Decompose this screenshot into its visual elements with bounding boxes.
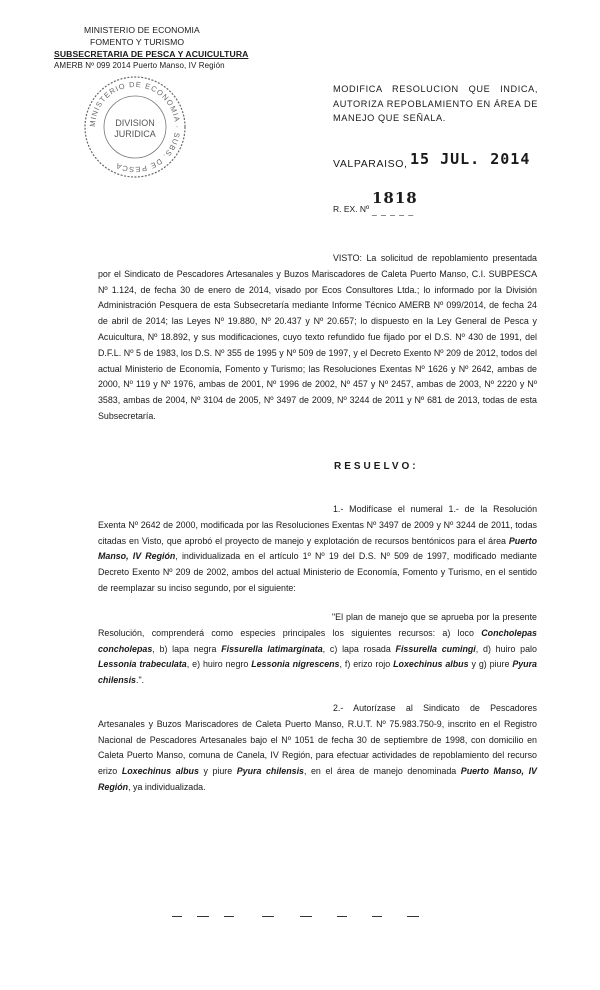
- footer-dash: [262, 916, 274, 917]
- resolution-item-2: [98, 701, 537, 796]
- footer-dash: [407, 916, 419, 917]
- footer-dash: [372, 916, 382, 917]
- letterhead: [54, 24, 304, 72]
- species-name: Pyura chilensis: [98, 659, 537, 686]
- species-name: Concholepas concholepas: [98, 627, 537, 654]
- species-name: Fissurella cumingi: [395, 643, 476, 654]
- stamp-ring-text: MINISTERIO DE ECONOMIA · SUBS. DE PESCA: [87, 79, 183, 175]
- resolution-item-1: [98, 502, 537, 597]
- amerb-reference: AMERB Nº 099 2014 Puerto Manso, IV Región: [54, 61, 225, 70]
- item-2-text: 2.- Autorízase al Sindicato de Pescadores Artesanales y Buzos Mariscadores de Caleta Puerto Manso, R.U.T. Nº 75.983.750-9, inscrito en el Registro Nacional de Pescadores Artesanales bajo el Nº 1051 de fecha 30 de septiembre de 1998, con domicilio en Caleta Puerto Manso, comuna de Canela, IV Región, para efectuar actividades de repoblamiento del recurso erizo: [98, 703, 537, 777]
- item-1-text-c: , individualizada en el artículo 1º Nº 19 del D.S. Nº 509 de 1997, modificado mediante Decreto Exento Nº 209 de 2002, ambos del actual Ministerio de Economía, Fomento y Turismo, en el sentido de reemplazar su inciso segundo, por el siguiente:: [98, 551, 537, 593]
- quote-text: , d) huiro palo: [475, 643, 537, 654]
- footer-dashes: [172, 916, 442, 918]
- quote-text: , f) erizo rojo: [339, 659, 394, 670]
- subsecretary-name: SUBSECRETARIA DE PESCA Y ACUICULTURA: [54, 49, 249, 59]
- footer-dash: [224, 916, 234, 917]
- date-stamp: 15 JUL. 2014: [410, 150, 531, 168]
- footer-dash: [172, 916, 182, 917]
- item-2-text: , ya individualizada.: [128, 781, 206, 792]
- quote-text: y g) piure: [468, 659, 513, 670]
- area-name: Puerto Manso, IV Región: [98, 766, 537, 792]
- city-label: VALPARAISO,: [333, 158, 408, 170]
- quote-text: .".: [135, 675, 145, 686]
- division-juridica-stamp: [80, 72, 190, 182]
- species-name: Fissurella latimarginata: [221, 643, 323, 654]
- quote-text: "El plan de manejo que se aprueba por la presente Resolución, comprenderá como especies principales los siguientes recursos: a) loco: [98, 612, 537, 638]
- resolution-subject: MODIFICA RESOLUCION QUE INDICA, AUTORIZA REPOBLAMIENTO EN ÁREA DE MANEJO QUE SEÑALA.: [333, 84, 538, 123]
- stamp-center-line2: JURIDICA: [114, 129, 156, 139]
- visto-paragraph: VISTO: La solicitud de repoblamiento presentada por el Sindicato de Pescadores Artesanales y Buzos Mariscadores de Caleta Puerto Manso, C.I. SUBPESCA Nº 1.124, de fecha 30 de enero de 2014, visado por Ecos Consultores Ltda.; lo informado por la División Administración Pesquera de esta Subsecretaría mediante Informe Técnico AMERB Nº 099/2014, de fecha 24 de abril de 2014; las Leyes Nº 19.880, Nº 20.437 y Nº 20.657; lo dispuesto en la Ley General de Pesca y Acuicultura, Nº 18.892, y sus modificaciones, cuyo texto refundido fue fijado por el D.S. Nº 430 de 1991, del D.F.L. Nº 5 de 1983, los D.S. Nº 355 de 1995 y Nº 509 de 1997, y el Decreto Exento Nº 209 de 2012, todos del actual Ministerio de Economía, Fomento y Turismo; las Resoluciones Exentas Nº 1626 y Nº 2642, ambas de 2000, Nº 119 y Nº 1976, ambas de 2001, Nº 1996 de 2002, Nº 457 y Nº 2457, ambas de 2003, Nº 2220 y Nº 3583, ambas de 2004, Nº 3104 de 2005, Nº 3497 de 2009, Nº 3244 de 2011 y Nº 681 de 2013, todas de esta Subsecretaría.: [98, 253, 537, 421]
- resuelvo-heading: RESUELVO:: [334, 461, 419, 472]
- quote-text: , c) lapa rosada: [322, 643, 396, 654]
- quote-text: , b) lapa negra: [152, 643, 222, 654]
- footer-dash: [197, 916, 209, 917]
- area-name: Puerto Manso, IV Región: [98, 535, 537, 562]
- footer-dash: [337, 916, 347, 917]
- ministry-name: MINISTERIO DE ECONOMIA: [84, 25, 200, 35]
- footer-dash: [300, 916, 312, 917]
- quoted-replacement-text: [98, 610, 537, 689]
- species-name: Lessonia trabeculata: [98, 659, 187, 670]
- rex-label: R. EX. Nº: [333, 204, 370, 214]
- quote-text: , e) huiro negro: [186, 659, 252, 670]
- species-name: Loxechinus albus: [393, 659, 469, 670]
- species-name: Lessonia nigrescens: [251, 659, 340, 670]
- species-name: Loxechinus albus: [121, 766, 199, 777]
- stamp-center-line1: DIVISION: [115, 118, 155, 128]
- rex-underline: _ _ _ _ _: [372, 206, 415, 216]
- species-name: Pyura chilensis: [236, 766, 304, 777]
- item-1-text-a: 1.- Modifícase el numeral 1.- de la Resolución Exenta Nº 2642 de 2000, modificada por las Resoluciones Exentas Nº 3497 de 2009 y Nº 3244 de 2011, todas citadas en Visto, que aprobó el proyecto de manejo y explotación de recursos bentónicos para el área: [98, 504, 537, 546]
- ministry-subtitle: FOMENTO Y TURISMO: [90, 37, 185, 47]
- item-2-text: y piure: [198, 766, 237, 777]
- rex-number: 1818: [372, 189, 418, 207]
- item-2-text: , en el área de manejo denominada: [303, 766, 461, 777]
